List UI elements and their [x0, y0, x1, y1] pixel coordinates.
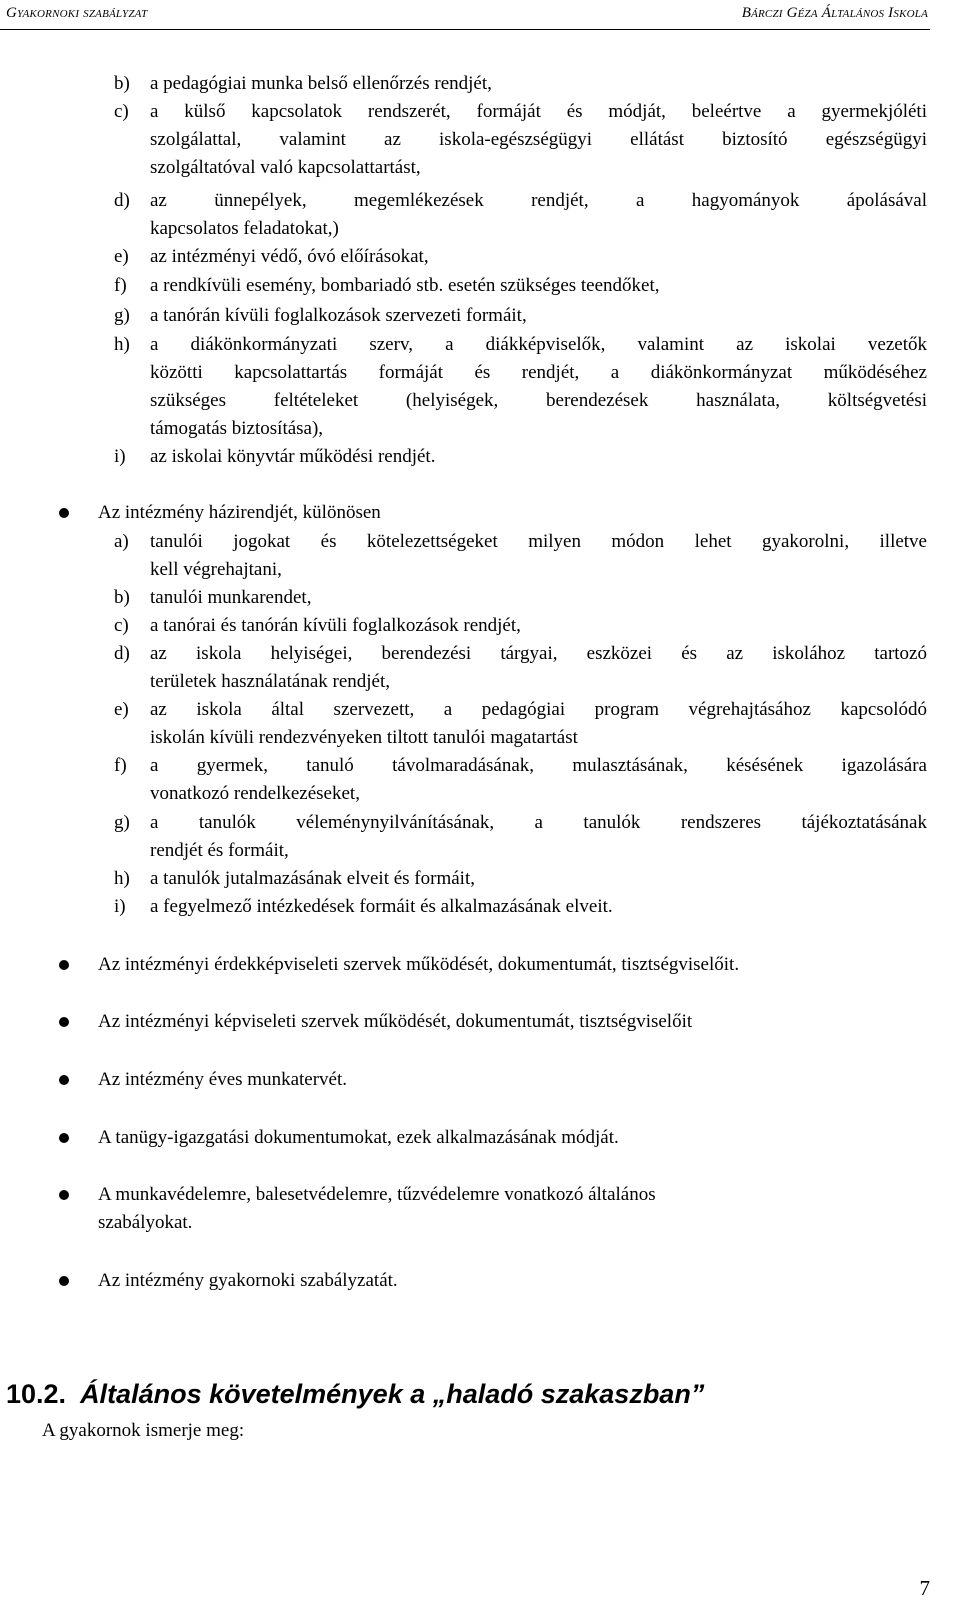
list-b-marker: d)	[114, 643, 130, 664]
bullet-icon	[59, 1190, 69, 1200]
bullet-item-safety-rules-line: szabályokat.	[98, 1212, 193, 1233]
list-b-marker: g)	[114, 812, 130, 833]
list-b-item-h: a tanulók jutalmazásának elveit és formáit,	[150, 868, 475, 889]
list-b-item-d-line: az iskola helyiségei, berendezési tárgyai, eszközei és az iskolához tartozó	[150, 643, 927, 664]
section-intro: A gyakornok ismerje meg:	[42, 1420, 245, 1441]
bullet-icon	[59, 1075, 69, 1085]
list-b-item-e-line: az iskola által szervezett, a pedagógiai program végrehajtásához kapcsolódó	[150, 699, 927, 720]
list-a-marker: g)	[114, 305, 130, 326]
list-a-marker: d)	[114, 190, 130, 211]
list-b-item-d-line: területek használatának rendjét,	[150, 671, 391, 692]
list-a-item-d-line: az ünnepélyek, megemlékezések rendjét, a hagyományok ápolásával	[150, 190, 927, 211]
list-a-item-g: a tanórán kívüli foglalkozások szervezeti formáit,	[150, 305, 527, 326]
bullet-icon	[59, 1133, 69, 1143]
section-title: Általános követelmények a „haladó szakaszban”	[80, 1379, 705, 1409]
list-a-marker: c)	[114, 101, 129, 122]
list-b-marker: i)	[114, 896, 126, 917]
list-a-item-d-line: kapcsolatos feladatokat,)	[150, 218, 339, 239]
bullet-icon	[59, 960, 69, 970]
list-a-marker: h)	[114, 334, 130, 355]
list-b-item-c: a tanórai és tanórán kívüli foglalkozások rendjét,	[150, 615, 521, 636]
list-b-item-a-line: kell végrehajtani,	[150, 559, 282, 580]
list-a-item-c-line: a külső kapcsolatok rendszerét, formáját és módját, beleértve a gyermekjóléti	[150, 101, 927, 122]
list-a-item-h-line: a diákönkormányzati szerv, a diákképviselők, valamint az iskolai vezetők	[150, 334, 927, 355]
header-document-title: Gyakornoki szabályzat	[6, 5, 148, 21]
bullet-icon	[59, 1017, 69, 1027]
list-a-marker: e)	[114, 246, 129, 267]
list-a-item-c-line: szolgálattal, valamint az iskola-egészségügyi ellátást biztosító egészségügyi	[150, 129, 927, 150]
section-number: 10.2.	[6, 1379, 67, 1409]
list-b-marker: b)	[114, 587, 130, 608]
header-rule	[0, 29, 930, 30]
list-b-marker: h)	[114, 868, 130, 889]
list-a-item-e: az intézményi védő, óvó előírásokat,	[150, 246, 429, 267]
list-a-item-h-line: közötti kapcsolattartás formáját és rendjét, a diákönkormányzat működéséhez	[150, 362, 927, 383]
list-b-marker: e)	[114, 699, 129, 720]
page-number: 7	[919, 1576, 930, 1600]
bullet-icon	[59, 508, 69, 518]
list-b-item-e-line: iskolán kívüli rendezvényeken tiltott tanulói magatartást	[150, 727, 578, 748]
list-a-marker: f)	[114, 275, 127, 296]
list-b-item-g-line: rendjét és formáit,	[150, 840, 289, 861]
header-school-name: Bárczi Géza Általános Iskola	[741, 5, 928, 21]
bullet-item-representative-bodies: Az intézményi képviseleti szervek működését, dokumentumát, tisztségviselőit	[98, 1011, 693, 1032]
list-a-marker: b)	[114, 73, 130, 94]
list-a-item-h-line: támogatás biztosítása),	[150, 418, 324, 439]
bullet-item-annual-plan: Az intézmény éves munkatervét.	[98, 1069, 348, 1090]
bullet-icon	[59, 1276, 69, 1286]
house-rules-heading: Az intézmény házirendjét, különösen	[98, 502, 381, 523]
list-b-item-i: a fegyelmező intézkedések formáit és alkalmazásának elveit.	[150, 896, 613, 917]
section-heading	[6, 1378, 704, 1410]
list-b-marker: c)	[114, 615, 129, 636]
bullet-item-trainee-rules: Az intézmény gyakornoki szabályzatát.	[98, 1270, 398, 1291]
list-a-item-f: a rendkívüli esemény, bombariadó stb. esetén szükséges teendőket,	[150, 275, 660, 296]
list-b-item-a-line: tanulói jogokat és kötelezettségeket milyen módon lehet gyakorolni, illetve	[150, 531, 927, 552]
list-b-item-g-line: a tanulók véleménynyilvánításának, a tanulók rendszeres tájékoztatásának	[150, 812, 927, 833]
list-a-item-i: az iskolai könyvtár működési rendjét.	[150, 446, 436, 467]
bullet-item-interest-bodies: Az intézményi érdekképviseleti szervek működését, dokumentumát, tisztségviselőit.	[98, 954, 740, 975]
bullet-item-admin-documents: A tanügy-igazgatási dokumentumokat, ezek alkalmazásának módját.	[98, 1127, 619, 1148]
list-a-item-b: a pedagógiai munka belső ellenőrzés rendjét,	[150, 73, 492, 94]
list-a-item-h-line: szükséges feltételeket (helyiségek, berendezések használata, költségvetési	[150, 390, 927, 411]
page-header	[0, 0, 960, 28]
list-b-item-f-line: a gyermek, tanuló távolmaradásának, mulasztásának, késésének igazolására	[150, 755, 927, 776]
list-b-item-f-line: vonatkozó rendelkezéseket,	[150, 783, 360, 804]
list-a-item-c-line: szolgáltatóval való kapcsolattartást,	[150, 157, 421, 178]
list-b-marker: f)	[114, 755, 127, 776]
bullet-item-safety-rules-line: A munkavédelemre, balesetvédelemre, tűzvédelemre vonatkozó általános	[98, 1184, 656, 1205]
list-a-marker: i)	[114, 446, 126, 467]
list-b-marker: a)	[114, 531, 129, 552]
list-b-item-b: tanulói munkarendet,	[150, 587, 312, 608]
